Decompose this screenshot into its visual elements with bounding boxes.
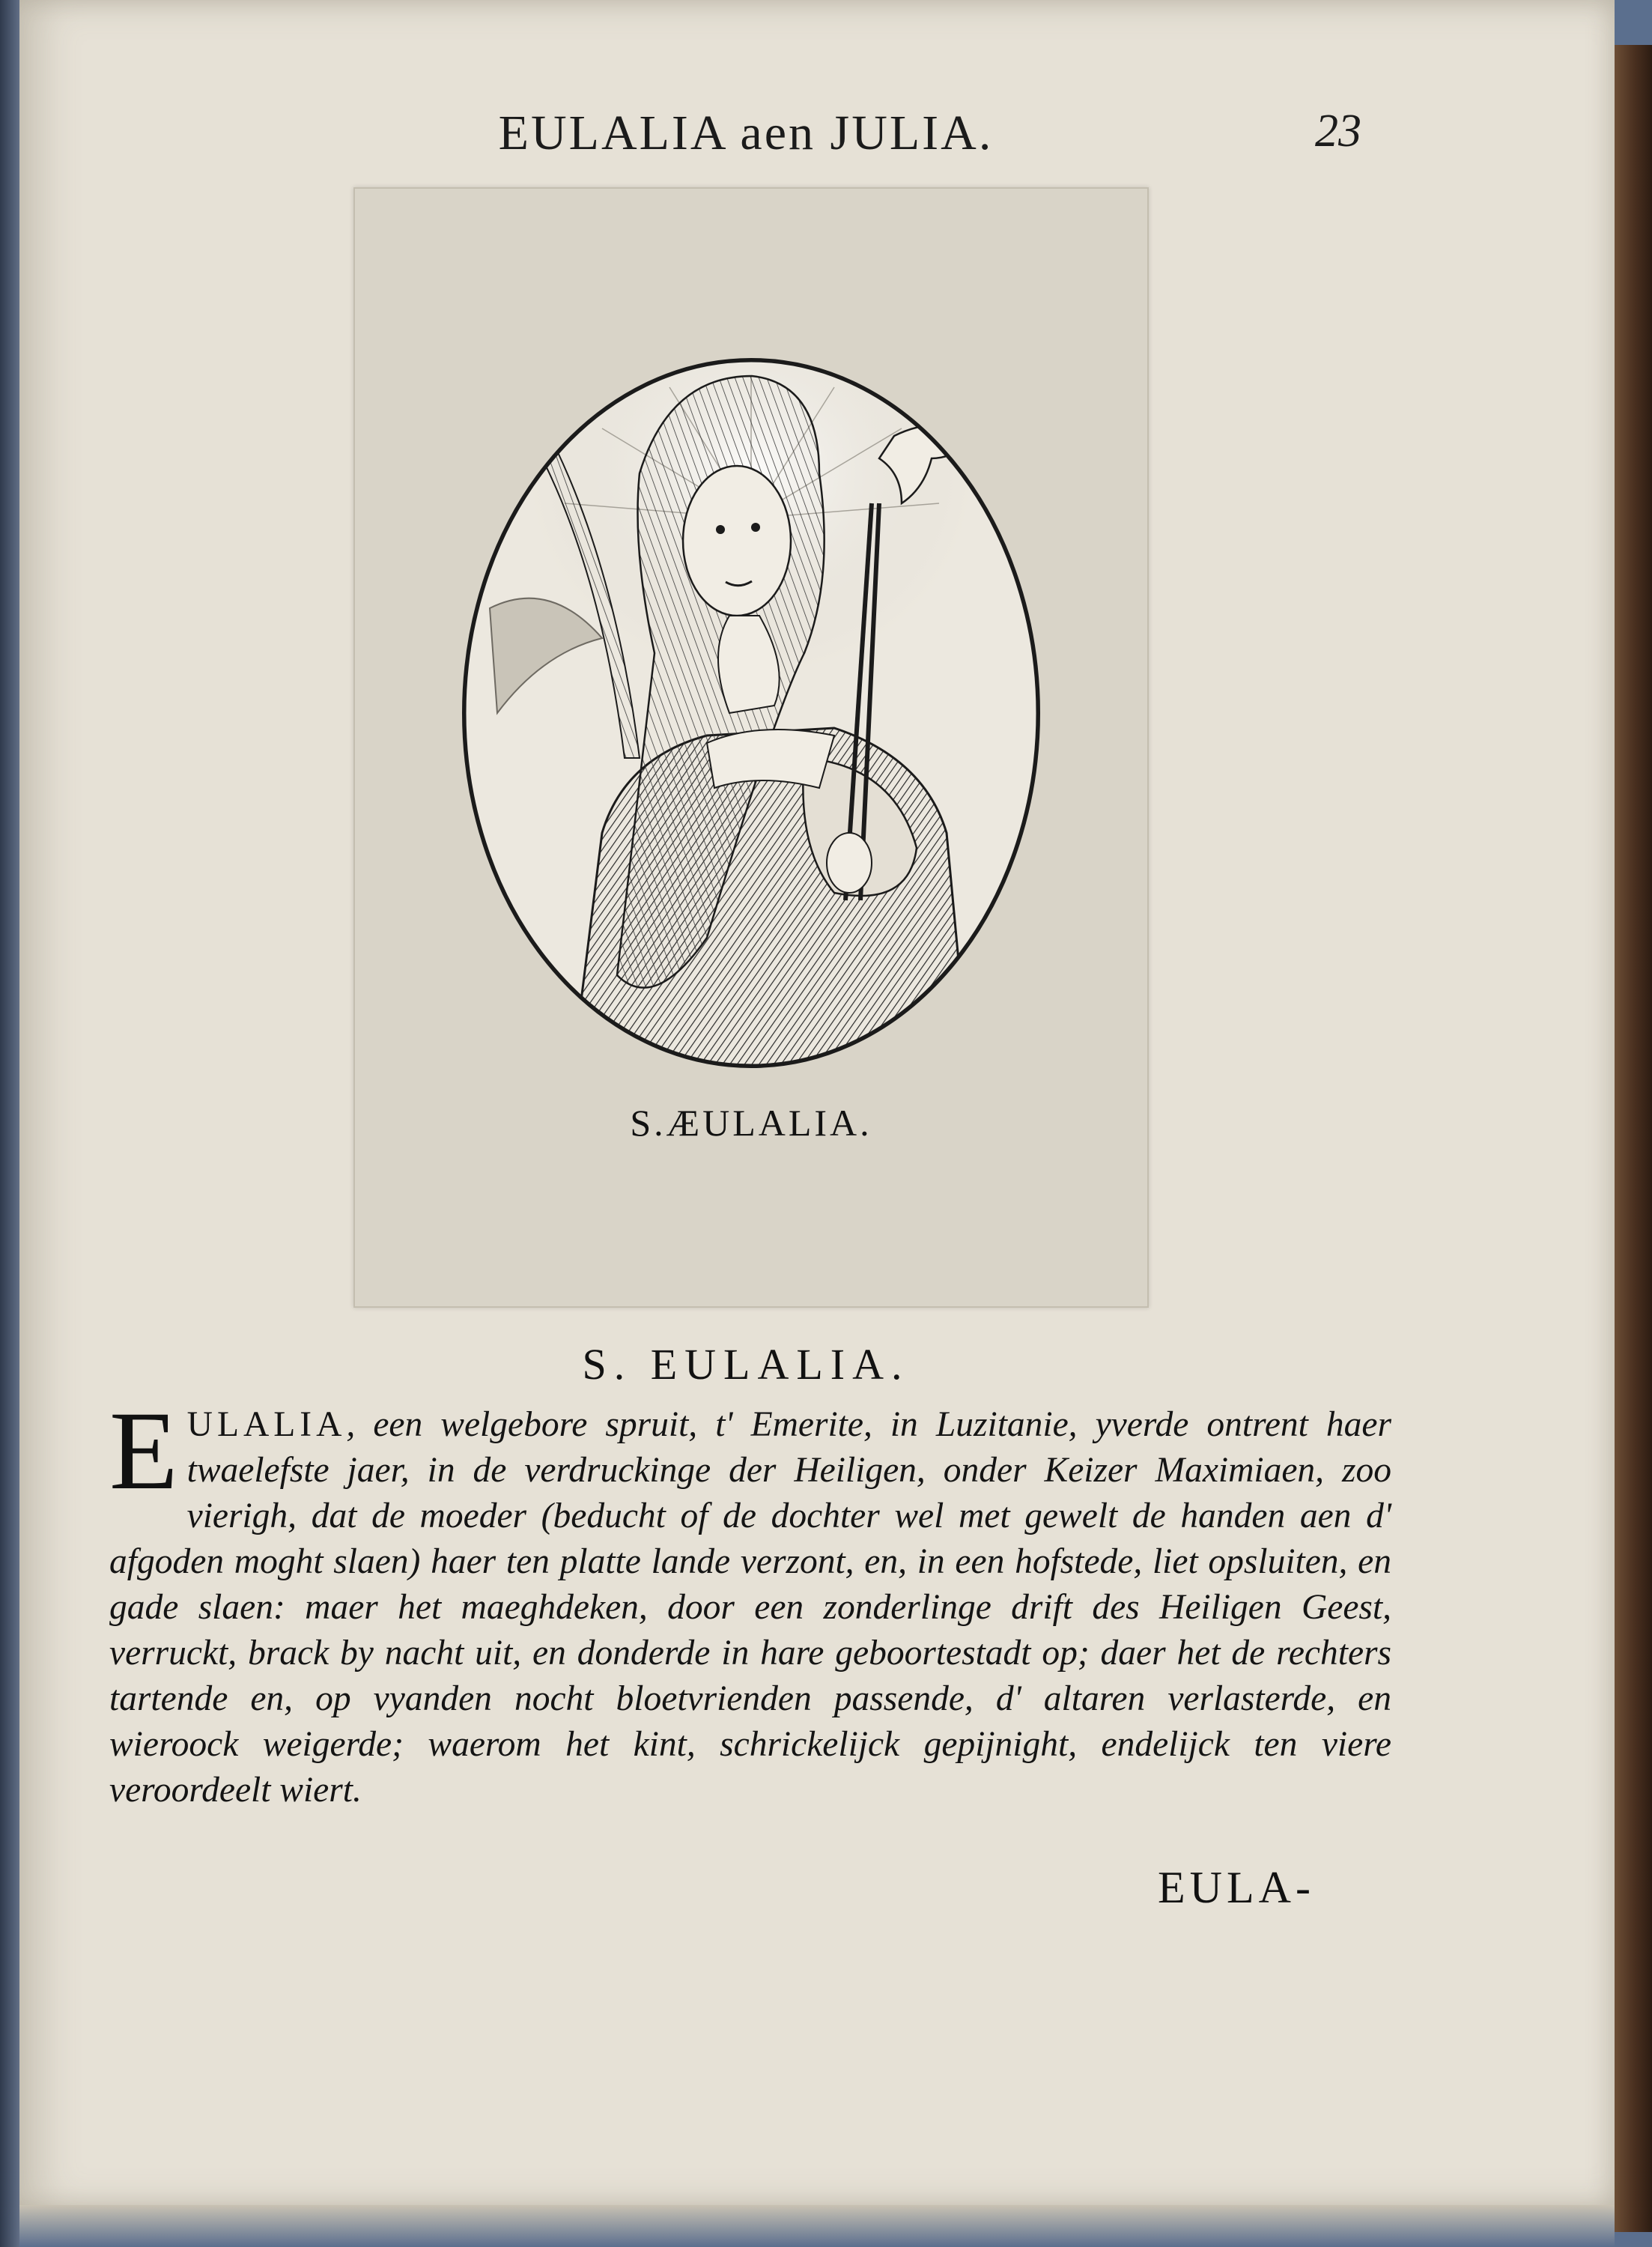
plate-caption: S.ÆULALIA. xyxy=(630,1102,872,1144)
catchword: EULA- xyxy=(1158,1863,1315,1912)
book-page xyxy=(19,0,1615,2208)
page-edge xyxy=(19,2205,1615,2247)
body-text: , een welgebore spruit, t' Emerite, in Luzitanie, yverde ontrent haer twaelefste jaer, in de verdruckinge der Heiligen, onder Keizer Maximiaen, zoo vierigh, dat de moeder (beducht of de dochter wel met gewelt de handen aen d' afgoden moght slaen) haer ten platte lande verzont, en, in een hofstede, liet opsluiten, en gade slaen: maer het maeghdeken, door een zonderlinge drift des Heiligen Geest, verruckt, brack by nacht uit, en donderde in hare geboortestadt op; daer het de rechters tartende en, op vyanden nocht bloetvrienden passende, d' altaren verlasterde, en wieroock weigerde; waerom het kint, schrickelijck gepijnight, endelijck ten viere veroordeelt wiert. xyxy=(109,1405,1391,1810)
saint-face xyxy=(683,466,791,616)
saint-hand xyxy=(827,833,872,893)
running-head: EULALIA aen JULIA. xyxy=(498,106,994,160)
lead-word: ULALIA xyxy=(186,1405,347,1444)
page-number: 23 xyxy=(1315,106,1361,157)
drop-capital: E xyxy=(109,1389,178,1513)
body-paragraph xyxy=(109,1389,1391,1813)
engraved-plate xyxy=(353,187,1149,1308)
section-heading: S. EULALIA. xyxy=(582,1340,910,1389)
